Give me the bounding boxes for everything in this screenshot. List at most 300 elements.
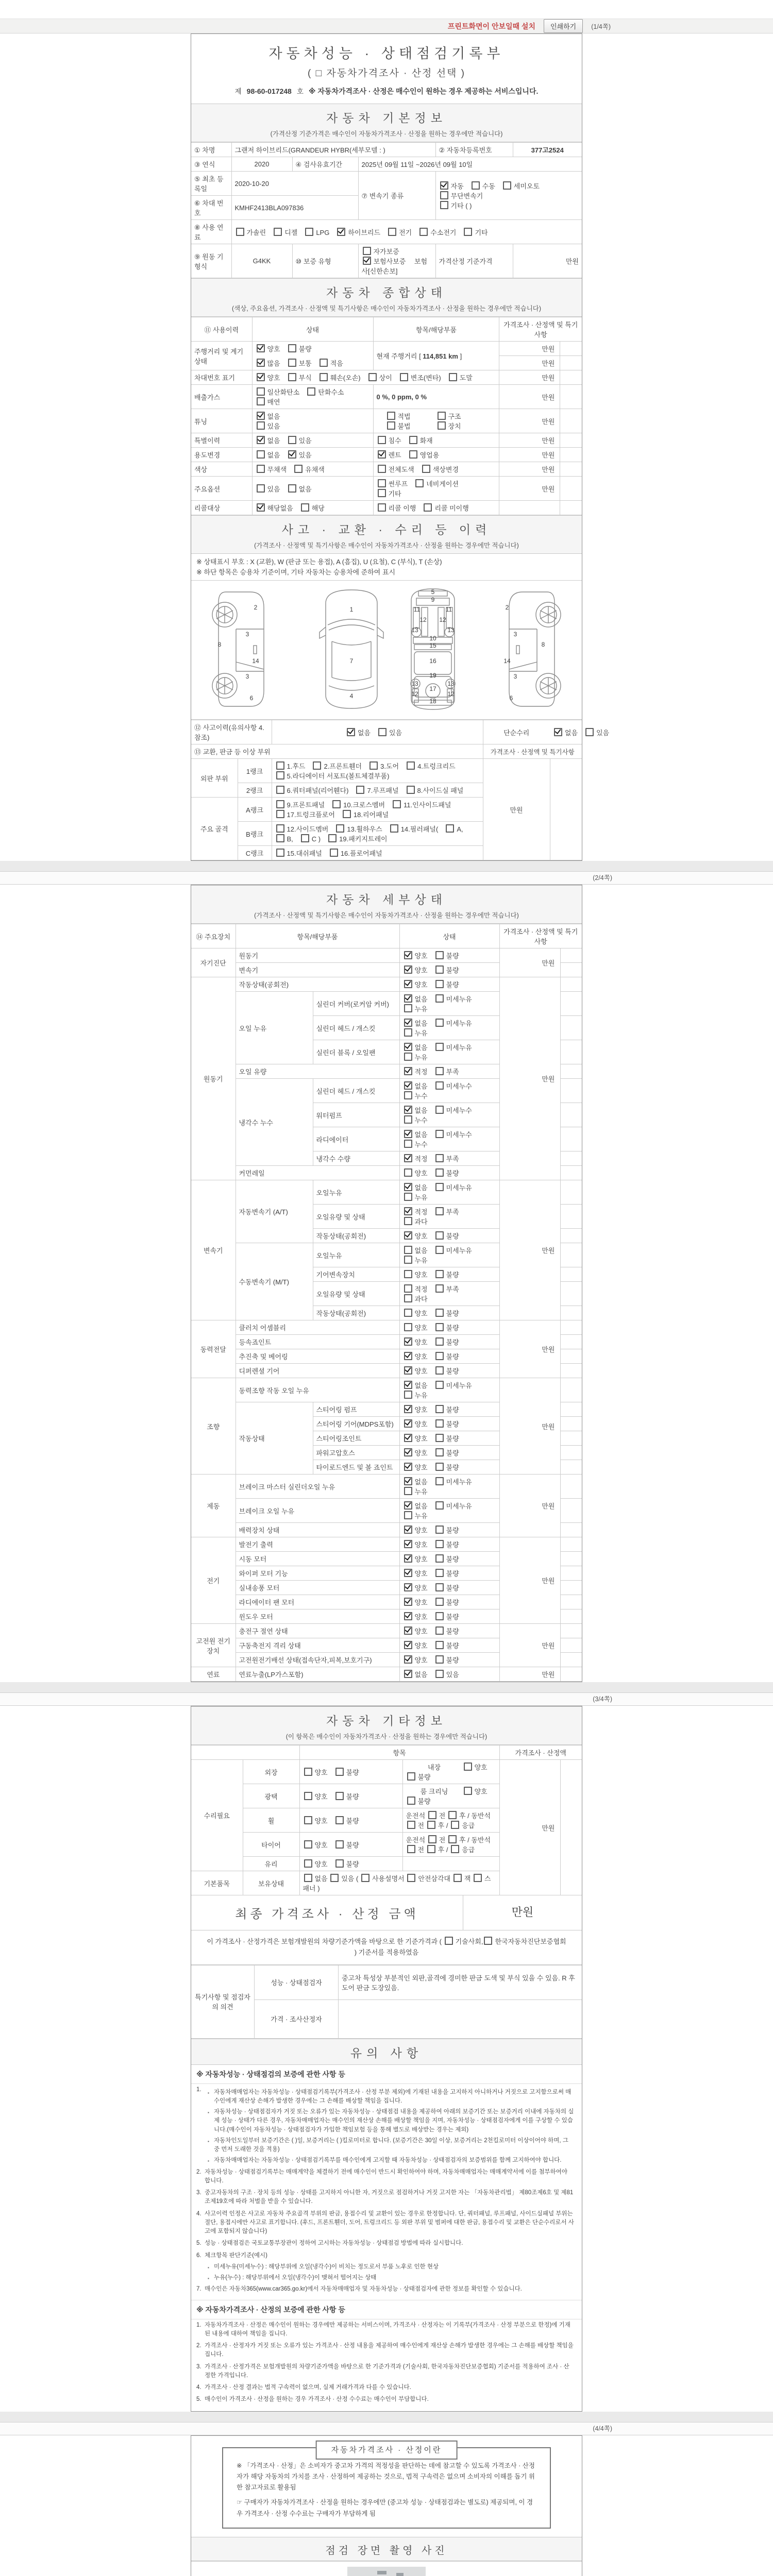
checkbox — [276, 849, 284, 857]
option: 없음 — [403, 1129, 428, 1139]
checkbox — [404, 1323, 412, 1331]
checkbox — [404, 1091, 412, 1099]
checkbox — [438, 421, 446, 430]
svg-text:11: 11 — [413, 606, 421, 613]
checkbox — [288, 436, 296, 444]
checkbox — [257, 484, 265, 493]
checkbox — [435, 1540, 444, 1548]
table-row: 2랭크 6.쿼터패널(리어휀다) 7.루프패널 8.사이드실 패널 — [191, 783, 582, 798]
checkbox — [404, 1641, 412, 1649]
table-row: 오일 유량 적정 부족 — [191, 1064, 582, 1079]
checkbox — [257, 412, 265, 420]
section-history — [191, 515, 582, 554]
option: 1.후드 — [275, 761, 306, 771]
checkbox — [257, 465, 265, 473]
car-diagram-svg — [206, 585, 567, 714]
option: 누수 — [403, 1091, 428, 1100]
checkbox — [404, 1043, 412, 1051]
option: 불량 — [434, 1308, 459, 1318]
option: 해당없음 — [256, 503, 293, 513]
checkbox — [435, 1231, 444, 1240]
option: 양호 — [403, 1655, 428, 1665]
print-install-hint: 프린트화면이 안보일때 설치 — [447, 22, 535, 30]
option: 적정 — [403, 1207, 428, 1216]
checkbox — [428, 1811, 436, 1819]
option: 불량 — [334, 1767, 359, 1777]
option: 불법 — [386, 421, 411, 431]
svg-text:16: 16 — [429, 657, 436, 665]
section-overall — [191, 278, 582, 317]
legend-note: ※ 하단 항목은 승용차 기준이며, 기타 자동차는 승용차에 준하여 표시 — [196, 568, 396, 576]
checkbox — [451, 1845, 459, 1853]
option: 네비게이션 — [414, 479, 459, 488]
option: 16.플로어패널 — [329, 848, 382, 858]
option: 양호 — [303, 1791, 328, 1801]
checkbox — [404, 1526, 412, 1534]
option: 13.휠하우스 — [335, 824, 382, 834]
final-price-band — [191, 1895, 582, 1930]
table-row: 변속기 자동변속기 (A/T) 오일누유 없음 미세누유누유 만원 — [191, 1180, 582, 1205]
checkbox — [435, 1246, 444, 1254]
page-gap-3 — [0, 1682, 773, 1706]
option: 리콜 미이행 — [423, 503, 468, 513]
option: 부식 — [287, 372, 312, 382]
option: 19.패키지트레이 — [327, 834, 387, 843]
notice-body — [191, 2065, 582, 2411]
option: 미세누수 — [434, 1105, 472, 1115]
svg-text:3: 3 — [245, 673, 249, 680]
checkbox — [387, 412, 395, 420]
option: 미세누유 — [434, 1477, 472, 1486]
checkbox — [257, 397, 265, 405]
checkbox — [404, 1207, 412, 1215]
checkbox — [276, 810, 284, 818]
checkbox — [378, 479, 386, 487]
option: 없음 — [403, 1380, 428, 1390]
notice-bullet: ▪ 자동차인도일부터 보증기간은 ( )일, 보증거리는 ( )킬로미터로 합니다. (보증기간은 30일 이상, 보증거리는 2천킬로미터 이상이어야 하며, 그 중 먼저 도래한 것을 적용) — [191, 2136, 582, 2156]
checkbox — [472, 181, 480, 190]
checkbox — [404, 1309, 412, 1317]
checkbox — [409, 436, 417, 444]
checkbox — [378, 728, 386, 736]
option: 불량 — [434, 1231, 459, 1241]
checkbox — [404, 1183, 412, 1191]
checkbox — [404, 1583, 412, 1591]
option: 적정 — [403, 1154, 428, 1163]
option: 자동 — [439, 181, 464, 191]
doc-no: 98-60-017248 — [246, 87, 292, 95]
option: 도말 — [448, 372, 473, 382]
table-row: 자기진단 원동기 양호 불량 만원 — [191, 948, 582, 963]
section-notice — [191, 2039, 582, 2065]
svg-text:19: 19 — [429, 672, 436, 679]
notice-item: 2. 자동차성능 · 상태점검기록부는 매매계약을 체결하기 전에 매수인이 반드시 확인하여야 하며, 자동차매매업자는 매매계약서에 이를 첨부하여야 합니다. — [196, 2168, 567, 2184]
option: 양호 — [303, 1859, 328, 1869]
option: 있음 — [377, 727, 402, 737]
option: 6.쿼터패널(리어휀다) — [275, 785, 349, 795]
checkbox — [404, 1463, 412, 1471]
checkbox — [343, 810, 351, 818]
table-row: 차대번호 표기 양호 부식 훼손(오손) 상이 변조(변타) 도말 만원 — [191, 370, 582, 385]
section-etc — [191, 1706, 582, 1745]
option: 없음 — [403, 1245, 428, 1255]
option: 탄화수소 — [306, 387, 344, 397]
checkbox — [361, 1874, 369, 1882]
checkbox — [257, 436, 265, 444]
checkbox — [304, 1859, 312, 1868]
option: 양호 — [463, 1762, 488, 1772]
option: 불량 — [434, 1626, 459, 1636]
option: 무단변속기 — [439, 191, 483, 200]
checkbox — [404, 1626, 412, 1635]
table-row: 오일 누유 실린더 커버(로커암 커버) 없음 미세누유누유 — [191, 992, 582, 1016]
checkbox — [435, 1554, 444, 1563]
option: 불량 — [434, 1433, 459, 1443]
table-row: 고전원 전기장치 충전구 절연 상태 양호 불량 만원 — [191, 1624, 582, 1638]
page-gap-2 — [0, 861, 773, 885]
option: 디젤 — [273, 227, 297, 237]
checkbox — [449, 373, 457, 381]
table-row: 커먼레일 양호 불량 — [191, 1166, 582, 1180]
checkbox — [404, 1391, 412, 1399]
table-row: 고전원전기배선 상태(접속단자,피복,보호기구) 양호 불량 — [191, 1653, 582, 1667]
checkbox — [440, 191, 448, 199]
option: 있음 — [287, 435, 312, 445]
svg-text:8: 8 — [541, 641, 545, 648]
checkbox — [404, 1115, 412, 1124]
table-row: 브레이크 오일 누유 없음 미세누유누유 — [191, 1499, 582, 1523]
checkbox — [407, 1845, 415, 1853]
section-photos — [191, 2537, 582, 2561]
svg-text:12: 12 — [419, 616, 427, 623]
checkbox — [435, 1130, 444, 1138]
option: 불량 — [434, 1597, 459, 1607]
section-history-sub: (가격조사 · 산정액 및 특기사항은 매수인이 자동차가격조사 · 산정을 원하는 경우에만 적습니다) — [254, 542, 519, 549]
doc-no-prefix: 제 — [234, 88, 242, 95]
option: 미세누유 — [434, 1245, 472, 1255]
option: 불량 — [434, 1568, 459, 1578]
option: 12.사이드멤버 — [275, 824, 329, 834]
option: 불량 — [434, 1525, 459, 1535]
option: 양호 — [403, 1554, 428, 1564]
checkbox — [404, 1598, 412, 1606]
option: 10.크로스멤버 — [331, 800, 385, 809]
checkbox — [435, 1323, 444, 1331]
option: 가솔린 — [235, 227, 266, 237]
checkbox — [304, 1816, 312, 1824]
option: 양호 — [403, 1351, 428, 1361]
checkbox — [330, 849, 338, 857]
checkbox — [435, 1501, 444, 1510]
table-row: 특기사항 및 점검자의 의견 성능 · 상태점검자 중고차 특성상 부분적인 외판,골격에 경미한 판금 도색 및 부식 있을 수 있음. R 후 도어 판금 도장있음. — [191, 1965, 582, 1999]
checkbox — [288, 373, 296, 381]
page-marker-2: (2/4쪽) — [593, 874, 612, 882]
table-row: 윈도우 모터 양호 불량 — [191, 1609, 582, 1624]
checkbox — [301, 834, 309, 842]
checkbox — [404, 1256, 412, 1264]
option: 있음 — [256, 484, 280, 494]
checkbox — [404, 965, 412, 974]
page-marker-1: (1/4쪽) — [591, 23, 611, 30]
table-row: 주요 골격 A랭크 9.프론트패널 10.크로스멤버 11.인사이드패널17.트렁크플로어 18.리어패널 — [191, 798, 582, 822]
checkbox — [435, 1366, 444, 1375]
table-row: C랭크 15.대쉬패널 16.플로어패널 — [191, 846, 582, 860]
checkbox — [378, 503, 386, 512]
option: 미세누수 — [434, 1129, 472, 1139]
section-overall-sub: (색상, 주요옵션, 가격조사 · 산정액 및 특기사항은 매수인이 자동차가격조사 · 산정을 원하는 경우에만 적습니다) — [231, 305, 542, 312]
document-title: 자동차성능 · 상태점검기록부 — [268, 46, 505, 61]
checkbox — [304, 1874, 312, 1882]
checkbox — [404, 1554, 412, 1563]
table-row: ⑬ 교환, 판금 등 이상 부위 가격조사 · 산정액 및 특기사항 — [191, 744, 582, 759]
page-4 — [191, 2435, 582, 2576]
option: 17.트렁크플로어 — [275, 809, 335, 819]
checkbox — [356, 786, 364, 794]
option: 불량 — [334, 1791, 359, 1801]
checkbox — [404, 951, 412, 959]
option: 미세누유 — [434, 1501, 472, 1511]
table-row: 기본품목 보유상태 없음 있음 ( 사용설명서 안전삼각대 잭 스패너 ) — [191, 1871, 582, 1895]
table-row: 타이어 양호 불량 운전석 전 후 / 동반석 전 후 / 응급 — [191, 1833, 582, 1857]
page-gap-4 — [0, 2412, 773, 2435]
checkbox — [435, 1655, 444, 1664]
table-row: 전기 발전기 출력 양호 불량 만원 — [191, 1537, 582, 1552]
notice-sec2-title: ※ 자동차가격조사 · 산정의 보증에 관한 사항 등 — [191, 2300, 582, 2319]
table-row: 주행거리 및 계기상태 양호 불량 현재 주행거리 [ 114,851 km ] 만원 — [191, 342, 582, 356]
checkbox — [404, 1140, 412, 1148]
svg-text:3: 3 — [513, 673, 517, 680]
diagram-legend — [191, 554, 582, 581]
table-row: 주요옵션 있음 없음 썬루프 네비게이션기타 만원 — [191, 477, 582, 501]
option: 5.라디에이터 서포트(볼트체결부품) — [275, 771, 390, 781]
checkbox — [276, 800, 284, 808]
car-diagram — [191, 581, 582, 720]
option: 양호 — [256, 372, 280, 382]
option: 미세누유 — [434, 1042, 472, 1052]
checkbox — [404, 1487, 412, 1495]
option: 없음 — [403, 1018, 428, 1028]
checkbox — [435, 1626, 444, 1635]
checkbox — [435, 1477, 444, 1485]
option: 매연 — [256, 397, 280, 406]
option: 양호 — [403, 1269, 428, 1279]
option: 양호 — [403, 1612, 428, 1621]
option: 18.리어패널 — [342, 809, 389, 819]
checkbox — [435, 1284, 444, 1293]
option: 과다 — [403, 1294, 428, 1303]
option: 누유 — [403, 1255, 428, 1265]
checkbox — [404, 1067, 412, 1075]
overall-state-table — [191, 317, 582, 515]
option: 불량 — [334, 1840, 359, 1850]
inspection-photo-rear — [191, 2561, 582, 2576]
section-notice-title: 유의 사항 — [350, 2046, 423, 2060]
notice-bullet: ▪ 자동차매매업자는 자동차성능 · 상태점검기록부(가격조사 · 산정 부분 제외)에 기재된 내용을 고지하지 아니하거나 거짓으로 고지함으로써 매수인에게 재산상 손해가 발생한 경우에는 그 손해를 배상할 책임을 집니다. — [191, 2087, 582, 2107]
option: 보험사보증 — [362, 256, 406, 266]
option: 15.대쉬패널 — [275, 848, 322, 858]
svg-text:2: 2 — [254, 604, 258, 611]
checkbox — [378, 436, 386, 444]
checkbox — [404, 1168, 412, 1177]
svg-text:12: 12 — [411, 690, 418, 698]
option: 양호 — [403, 1231, 428, 1241]
option: 색상변경 — [421, 464, 459, 474]
table-row: 실린더 헤드 / 개스킷 없음 미세누유누유 — [191, 1016, 582, 1040]
option: 양호 — [403, 1597, 428, 1607]
option: 없음 — [403, 1081, 428, 1091]
checkbox — [435, 1154, 444, 1162]
option: 미세누유 — [434, 1182, 472, 1192]
option: 없음 — [256, 435, 280, 445]
option: 14.필러패널( — [389, 824, 439, 834]
table-row: 추진축 및 베어링 양호 불량 — [191, 1349, 582, 1364]
svg-text:9: 9 — [431, 596, 435, 603]
svg-text:12: 12 — [447, 690, 455, 698]
notice-item: 7. 매수인은 자동차365(www.car365.go.kr)에서 자동차매매업자 및 자동차성능 · 상태점검자에 관한 정보를 확인할 수 있습니다. — [196, 2286, 522, 2293]
option: 미세누유 — [434, 1380, 472, 1390]
checkbox — [422, 465, 430, 473]
table-row: 가격 · 조사산정자 — [191, 1999, 582, 2038]
option: 없음 — [256, 411, 280, 421]
option: 양호 — [403, 1539, 428, 1549]
checkbox — [451, 1821, 459, 1829]
checkbox — [336, 824, 344, 833]
option: 누유 — [403, 1004, 428, 1013]
option: 부족 — [434, 1066, 459, 1076]
table-row: ⑫ 사고이력(유의사항 4.참조) 없음 있음 단순수리 없음 있음 — [191, 720, 582, 744]
overall-table — [191, 317, 582, 515]
option: 불량 — [406, 1772, 431, 1782]
doc-no-suffix: 호 — [296, 88, 304, 95]
table-row: 냉각수 수량 적정 부족 — [191, 1151, 582, 1166]
table-row: 파워고압호스 양호 불량 — [191, 1446, 582, 1460]
checkbox — [554, 728, 562, 736]
option: 불량 — [434, 1419, 459, 1429]
checkbox — [404, 1337, 412, 1346]
checkbox — [288, 484, 296, 493]
photo-rear-svg — [347, 2567, 426, 2576]
pricing-info-box — [222, 2447, 551, 2529]
notice-item: 4. 가격조사 · 산정 결과는 법적 구속력이 없으며, 실제 거래가격과 다를 수 있습니다. — [196, 2384, 411, 2391]
table-row: ⑥ 차대 번호 KMHF2413BLA097836 — [191, 196, 582, 220]
checkbox — [335, 1768, 344, 1776]
checkbox — [257, 503, 265, 512]
checkbox — [404, 1540, 412, 1548]
checkbox — [435, 1381, 444, 1389]
checkbox — [404, 1106, 412, 1114]
option: 불량 — [434, 1539, 459, 1549]
checkbox — [404, 1366, 412, 1375]
checkbox — [404, 1019, 412, 1027]
option: 불량 — [434, 1655, 459, 1665]
option: 양호 — [403, 1323, 428, 1332]
option: 양호 — [403, 965, 428, 975]
section-etc-sub: (이 항목은 매수인이 자동차가격조사 · 산정을 원하는 경우에만 적습니다) — [285, 1733, 488, 1740]
etc-info-table — [191, 1745, 582, 1895]
checkbox — [435, 1612, 444, 1620]
checkbox — [446, 824, 454, 833]
option: 양호 — [403, 1168, 428, 1178]
table-row: 시동 모터 양호 불량 — [191, 1552, 582, 1566]
option: 불량 — [434, 951, 459, 960]
notice-sec1-title: ※ 자동차성능 · 상태점검의 보증에 관한 사항 등 — [191, 2065, 582, 2084]
option: 7.루프패널 — [355, 785, 398, 795]
checkbox — [435, 1670, 444, 1678]
svg-text:12: 12 — [439, 616, 446, 623]
checkbox — [369, 761, 378, 770]
option: 불량 — [434, 1323, 459, 1332]
svg-text:7: 7 — [349, 657, 354, 665]
option: 양호 — [403, 951, 428, 960]
checkbox — [407, 1874, 415, 1882]
checkbox — [435, 1352, 444, 1360]
table-row: 스티어링조인트 양호 불량 — [191, 1431, 582, 1446]
option: 불량 — [434, 1462, 459, 1472]
table-row: B랭크 12.사이드멤버 13.휠하우스 14.필러패널( A,B, C ) 19.패키지트레이 — [191, 822, 582, 846]
remarks-table-inner — [191, 1965, 582, 2039]
checkbox — [276, 761, 284, 770]
option: 렌트 — [377, 450, 401, 460]
checkbox — [378, 489, 386, 497]
price-basis-note: 이 가격조사 · 산정가격은 보험개발원의 차량기준가액을 바탕으로 한 기준가격과 ( 기술사회, 한국자동차진단보증협회 ) 기준서를 적용하였음 — [191, 1930, 582, 1965]
option: B, — [275, 834, 293, 843]
section-detail-title: 자동차 세부상태 — [326, 893, 447, 906]
table-row: ⑪ 사용이력 상태 항목/해당부품 가격조사 · 산정액 및 특기사항 — [191, 317, 582, 342]
table-row: 스티어링 기어(MDPS포함) 양호 불량 — [191, 1417, 582, 1431]
checkbox — [404, 1294, 412, 1302]
section-detail — [191, 885, 582, 924]
table-row: ⑭ 주요장치 항목/해당부품 상태 가격조사 · 산정액 및 특기사항 — [191, 924, 582, 948]
checkbox — [335, 1816, 344, 1824]
checkbox — [585, 728, 594, 736]
option: LPG — [304, 228, 329, 236]
option: 구조 — [436, 411, 461, 421]
table-row: 작동상태(공회전) 양호 불량 — [191, 1229, 582, 1243]
option: 세미오토 — [502, 181, 540, 191]
notice-item: 1. 자동차가격조사 · 산정은 매수인이 원하는 경우에만 제공하는 서비스이며, 가격조사 · 산정자는 이 기록부(가격조사 · 산정 부분으로 한정)에 기재된 내용에 대하여 책임을 집니다. — [196, 2321, 570, 2337]
table-row: 냉각수 누수 실린더 헤드 / 개스킷 없음 미세누수누수 — [191, 1079, 582, 1103]
table-row: 워터펌프 없음 미세누수누수 — [191, 1103, 582, 1127]
section-basic-info — [191, 104, 582, 142]
print-button[interactable]: 인쇄하기 — [544, 19, 583, 33]
table-row: 튜닝 없음 있음 적법불법 구조장치 만원 — [191, 409, 582, 433]
option: 누유 — [403, 1192, 428, 1202]
option: 양호 — [403, 1308, 428, 1318]
option: 불량 — [334, 1859, 359, 1869]
option: 수동 — [470, 181, 495, 191]
option: 미세누유 — [434, 994, 472, 1004]
checkbox — [388, 228, 396, 236]
option: 불량 — [434, 1448, 459, 1458]
legend-codes: ※ 상태표시 부호 : X (교환), W (판금 또는 용접), A (흠집), U (요철), C (부식), T (손상) — [196, 558, 442, 566]
page-1 — [191, 33, 610, 861]
checkbox — [438, 412, 446, 420]
table-row: 광택 양호 불량 룸 크리닝 양호불량 — [191, 1784, 582, 1808]
option: 적음 — [318, 358, 343, 368]
option: 장치 — [436, 421, 461, 431]
checkbox — [435, 980, 444, 988]
checkbox — [427, 1821, 435, 1829]
option: 불량 — [334, 1816, 359, 1825]
checkbox — [404, 1193, 412, 1201]
checkbox — [428, 1835, 436, 1843]
basic-info-table — [191, 142, 582, 278]
checkbox — [404, 1004, 412, 1012]
table-row: 유리 양호 불량 — [191, 1857, 582, 1871]
svg-text:17: 17 — [429, 685, 436, 692]
table-row: 등속죠인트 양호 불량 — [191, 1335, 582, 1349]
detail-table — [191, 924, 582, 1682]
